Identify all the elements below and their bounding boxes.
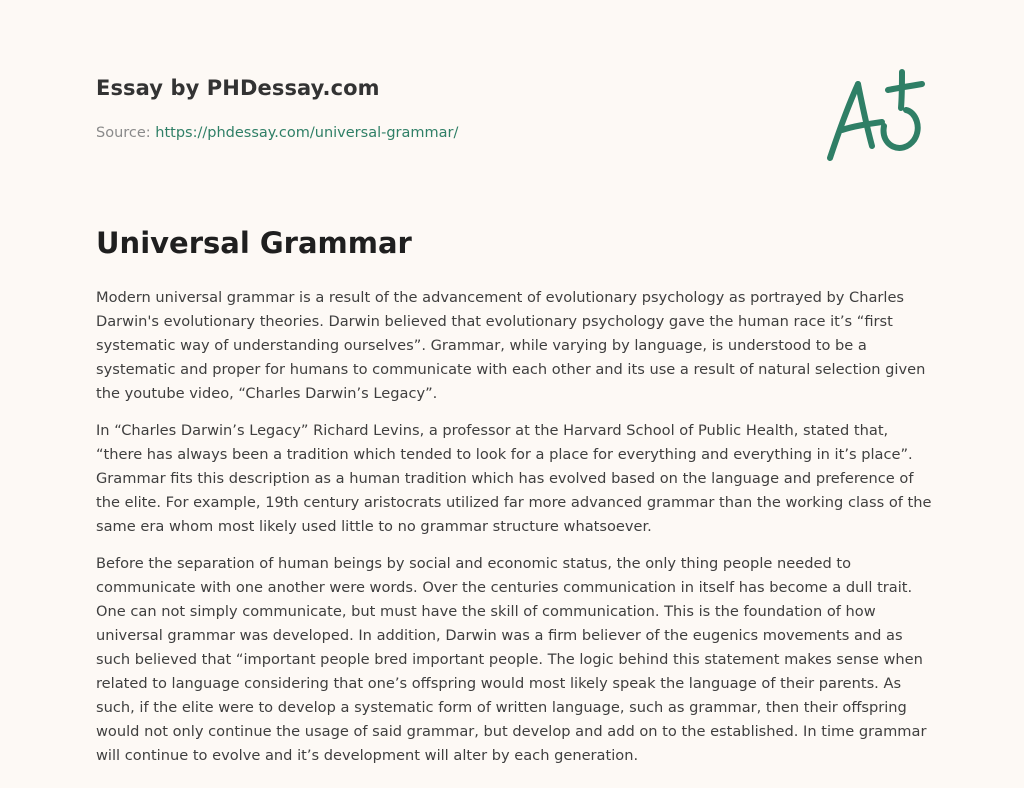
- essay-body: [96, 286, 934, 781]
- essay-paragraph: In “Charles Darwin’s Legacy” Richard Levins, a professor at the Harvard School of Public Health, stated that, “there has always been a tradition which tended to look for a place for everything and everything in it’s place”. Grammar fits this description as a human tradition which has evolved based on the language and preference of the elite. For example, 19th century aristocrats utilized far more advanced grammar than the working class of the same era whom most likely used little to no grammar structure whatsoever.: [96, 422, 932, 535]
- source-link[interactable]: https://phdessay.com/universal-grammar/: [155, 125, 459, 141]
- essay-paragraph: Before the separation of human beings by social and economic status, the only thing people needed to communicate with one another were words. Over the centuries communication in itself has become a dull trait. One can not simply communicate, but must have the skill of communication. This is the foundation of how universal grammar was developed. In addition, Darwin was a firm believer of the eugenics movements and as such believed that “important people bred important people. The logic behind this statement makes sense when related to language considering that one’s offspring would most likely speak the language of their parents. As such, if the elite were to develop a systematic form of written language, such as grammar, then their offspring would not only continue the usage of said grammar, but develop and add on to the established. In time grammar will continue to evolve and it’s development will alter by each generation.: [96, 555, 927, 764]
- site-brand: Essay by PHDessay.com: [96, 76, 380, 100]
- essay-paragraph: Modern universal grammar is a result of the advancement of evolutionary psychology as portrayed by Charles Darwin's evolutionary theories. Darwin believed that evolutionary psychology gave the human race it’s “first systematic way of understanding ourselves”. Grammar, while varying by language, is understood to be a systematic and proper for humans to communicate with each other and its use a result of natural selection given the youtube video, “Charles Darwin’s Legacy”.: [96, 289, 926, 402]
- source-line: [96, 125, 458, 141]
- a-plus-grade-icon: [818, 64, 930, 168]
- essay-title: Universal Grammar: [96, 226, 412, 260]
- source-label: Source:: [96, 125, 151, 141]
